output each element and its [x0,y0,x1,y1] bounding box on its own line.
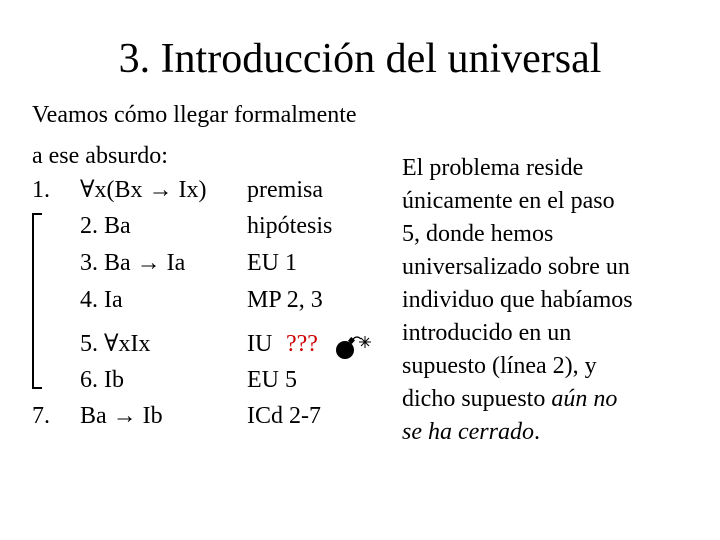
proof-line-number: 7. [32,403,50,429]
proof-rule: MP 2, 3 [247,287,323,313]
note-line: 5, donde hemos [402,221,554,247]
note-line: universalizado sobre un [402,254,630,280]
note-line: El problema reside [402,155,584,181]
note-line: introducido en un [402,320,572,346]
subproof-bracket-vertical [32,213,34,389]
note-line: supuesto (línea 2), y [402,353,597,379]
subproof-bracket-top [32,213,42,215]
page-title: 3. Introducción del universal [118,36,602,82]
note-text: dicho supuesto [402,386,552,412]
proof-formula: 2. Ba [80,213,131,239]
note-emphasis: aún no [551,386,618,412]
proof-warning-flag: ??? [286,331,318,357]
note-line [402,416,540,449]
note-line: individuo que habíamos [402,287,633,313]
intro-line-1: Veamos cómo llegar formalmente [32,102,357,128]
proof-rule: IU [247,331,273,357]
proof-rule: hipótesis [247,213,333,239]
proof-rule: ICd 2-7 [247,403,321,429]
proof-rule: premisa [247,177,323,203]
subproof-bracket-bottom [32,387,42,389]
note-line: únicamente en el paso [402,188,615,214]
proof-formula: 5. ∀xIx [80,331,151,357]
note-line [402,383,617,416]
proof-formula: ∀x(Bx → Ix) [80,177,207,203]
proof-rule: EU 1 [247,250,297,276]
proof-formula: 4. Ia [80,287,123,313]
note-emphasis: se ha cerrado [402,419,534,445]
proof-formula: Ba → Ib [80,403,163,429]
proof-formula: 3. Ba → Ia [80,250,186,276]
bomb-icon [334,335,374,361]
proof-formula: 6. Ib [80,367,124,393]
note-text: . [533,419,540,445]
proof-rule: EU 5 [247,367,297,393]
intro-line-2: a ese absurdo: [32,143,168,169]
proof-line-number: 1. [32,177,50,203]
